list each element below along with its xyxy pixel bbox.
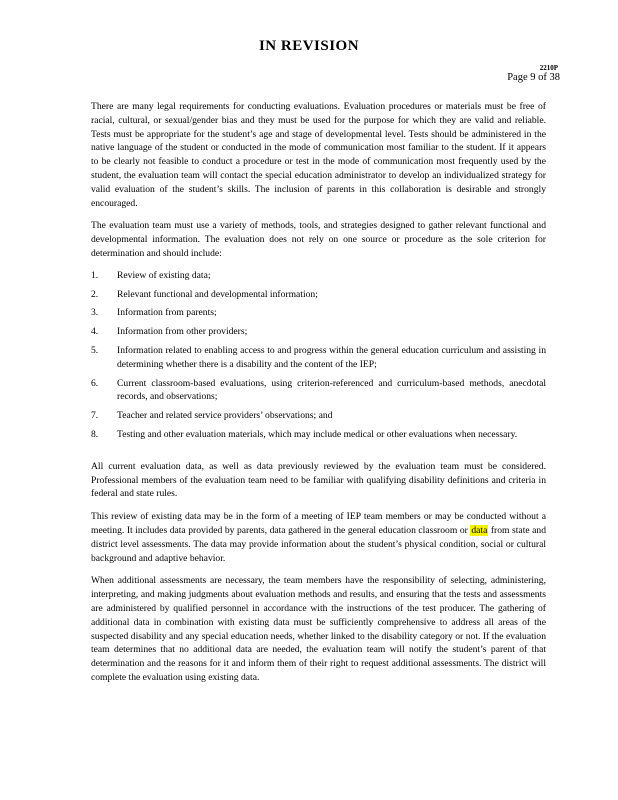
evaluation-include-list [91, 269, 546, 442]
document-title: IN REVISION [258, 38, 360, 54]
list-item-text: Current classroom-based evaluations, using criterion-referenced and curriculum-based methods, anecdotal records, and observations; [117, 377, 546, 403]
highlighted-text: data [471, 524, 488, 536]
list-item [91, 428, 546, 442]
list-item-number: 7. [91, 410, 99, 422]
paragraph-additional-assessments: When additional assessments are necessary, the team members have the responsibility of selecting, administering, interpreting, and making judgments about evaluation methods and results, and ensuring that the tests and assessments are administered by qualified personnel in accordance with the instructions of the test producer. The gathering of additional data in combination with existing data must be sufficiently comprehensive to address all areas of the suspected disability and any special education needs, whether linked to the disability category or not. If the evaluation team determines that no additional data are needed, the evaluation team will notify the student’s parent of that determination and the reasons for it and inform them of their right to request additional assessments. The district will complete the evaluation using existing data. [91, 575, 546, 683]
list-item-text: Testing and other evaluation materials, which may include medical or other evaluations when necessary. [117, 428, 518, 440]
list-item [91, 269, 546, 283]
list-item-number: 8. [91, 428, 99, 440]
paragraph-review-existing-data [91, 510, 546, 565]
list-item-text: Review of existing data; [117, 269, 211, 281]
list-item-number: 1. [91, 269, 99, 281]
paragraph-evaluation-methods: The evaluation team must use a variety of methods, tools, and strategies designed to gather relevant functional and developmental information. The evaluation does not rely on one source or procedure as the sole criterion for determination and should include: [91, 220, 546, 259]
list-item-number: 2. [91, 288, 99, 300]
list-item-text: Relevant functional and developmental information; [117, 288, 318, 300]
list-item [91, 325, 546, 339]
list-item [91, 409, 546, 423]
page-number: Page 9 of 38 [507, 72, 560, 83]
list-item [91, 288, 546, 302]
list-item-text: Information related to enabling access to and progress within the general education curriculum and assisting in determining whether there is a disability and the content of the IEP; [117, 344, 546, 370]
list-item-text: Teacher and related service providers’ observations; and [117, 410, 333, 422]
list-item-number: 4. [91, 326, 99, 338]
list-item-text: Information from other providers; [117, 326, 248, 338]
list-item-text: Information from parents; [117, 307, 217, 319]
policy-code: 2210P [539, 64, 558, 72]
list-item [91, 306, 546, 320]
list-item [91, 377, 546, 405]
paragraph-text: This review of existing data may be in the form of a meeting of IEP team members or may be conducted without a meeting. It includes data provided by parents, data gathered in the general education classroom [91, 511, 546, 536]
list-item-number: 6. [91, 377, 99, 389]
paragraph-text: or [459, 524, 468, 536]
list-item-number: 3. [91, 307, 99, 319]
paragraph-legal-requirements: There are many legal requirements for conducting evaluations. Evaluation procedures or materials must be free of racial, cultural, or sexual/gender bias and they must be used for the purpose for which they are valid and reliable. Tests must be appropriate for the student’s age and stage of developmental level. Tests should be administered in the native language of the student or conducted in the mode of communication most familiar to the student. If it appears to be clearly not feasible to conduct a procedure or test in the mode of communication most frequently used by the student, the evaluation team will contact the special education administrator to develop an individualized strategy for valid evaluation of the student’s skills. The inclusion of parents in this collaboration is desirable and strongly encouraged. [91, 101, 546, 209]
list-item-number: 5. [91, 344, 99, 356]
document-body [91, 100, 546, 694]
paragraph-current-evaluation-data: All current evaluation data, as well as data previously reviewed by the evaluation team must be considered. Professional members of the evaluation team need to be familiar with qualifying disability definitions and criteria in federal and state rules. [91, 460, 546, 500]
paragraph-text: from state and district level assessments. The data may provide information about the student’s physical condition, social or cultural background and adaptive behavior. [91, 524, 546, 564]
list-item [91, 344, 546, 372]
